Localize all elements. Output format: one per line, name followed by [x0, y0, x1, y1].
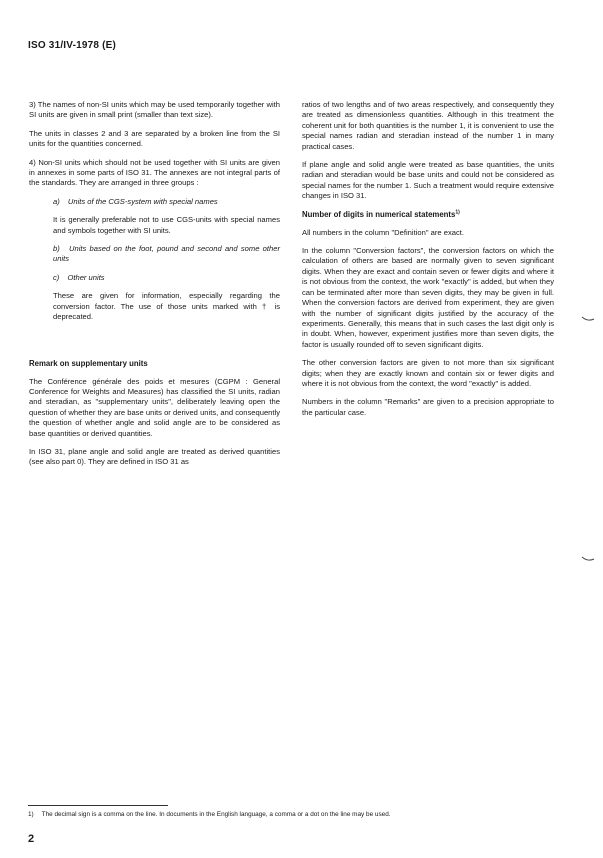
- paragraph-small-print: 3) The names of non-SI units which may be used temporarily together with SI units are given in small print (smaller than text size).: [29, 100, 280, 120]
- right-column: [302, 100, 554, 426]
- margin-mark: [581, 556, 595, 562]
- paragraph-dimensionless: ratios of two lengths and of two areas respectively, and consequently they are treated as dimensionless quantities. Although in this treatment the coherent unit for both quantities is the number 1, it is convenient to use the special names radian and steradian instead of the number 1 in many practical cases.: [302, 100, 554, 151]
- group-c-text: These are given for information, especially regarding the conversion factor. The use of those units marked with † is deprecated.: [53, 291, 280, 322]
- document-header: ISO 31/IV-1978 (E): [28, 40, 117, 51]
- footnote-number: 1): [28, 811, 34, 818]
- group-b-title: Units based on the foot, pound and second and some other units: [53, 244, 280, 264]
- remark-paragraph-cgpm: The Conférence générale des poids et mesures (CGPM : General Conference for Weights and Measures) has classified the SI units, radian and steradian, as "supplementary units", deliberately leaving open the question of whether they are base units or derived units, and consequently the question of whether angle and solid angle are to be considered as base quantities or derived quantities.: [29, 376, 280, 438]
- remark-paragraph-iso31: In ISO 31, plane angle and solid angle are treated as derived quantities (see also part 0). They are defined in ISO 31 as: [29, 446, 280, 467]
- footnote-ref: 1): [455, 209, 460, 216]
- spacer: [29, 331, 280, 359]
- group-a-item: [29, 197, 280, 207]
- footnote: [28, 810, 558, 819]
- group-c-title: Other units: [67, 272, 105, 282]
- group-a-label: a): [53, 196, 60, 206]
- group-b-item: [29, 244, 280, 265]
- paragraph-annexes: 4) Non-SI units which should not be used together with SI units are given in annexes in some parts of ISO 31. The annexes are not integral parts of the standards. They are arranged in three groups :: [29, 157, 280, 188]
- digits-heading: [302, 210, 554, 220]
- group-c-label: c): [53, 272, 60, 282]
- footnote-text: The decimal sign is a comma on the line. In documents in the English language, a comma or a dot on the line may be used.: [41, 811, 391, 818]
- paragraph-conversion-factors: In the column "Conversion factors", the conversion factors on which the calculation of others are based are normally given to seven significant digits. When they are exact and contain seven or fewer digits and where it is not obvious from the context, the work "exactly" is added, but when they can be terminated after more than seven digits, they may be given in full. When the conversion factors are derived from experiment, they are given with the number of significant digits justified by the accuracy of the experiments. Generally, this means that in such cases the last digit only is in doubt. When, however, experiment justifies more than seven digits, the factor is usually rounded off to seven significant digits.: [302, 246, 554, 349]
- remark-heading: Remark on supplementary units: [29, 358, 148, 368]
- margin-mark: [581, 316, 595, 322]
- group-b-label: b): [53, 244, 60, 254]
- group-a-title: Units of the CGS-system with special names: [67, 196, 218, 206]
- paragraph-remarks-precision: Numbers in the column "Remarks" are given to a precision appropriate to the particular case.: [302, 397, 554, 417]
- paragraph-base-quantities: If plane angle and solid angle were treated as base quantities, the units radian and steradian would be base units and could not be considered as special names for the number 1. Such a treatment would require extensive changes in ISO 31.: [302, 160, 554, 201]
- footnote-divider: [28, 805, 168, 806]
- left-column: [29, 100, 280, 476]
- digits-heading-text: Number of digits in numerical statements: [302, 209, 456, 219]
- paragraph-other-factors: The other conversion factors are given to not more than six significant digits; when they are exactly known and contain six or fewer digits and where it is not obvious from the context, the word "exactly" is added.: [302, 358, 554, 388]
- group-c-item: [29, 273, 280, 283]
- paragraph-definition-exact: All numbers in the column "Definition" are exact.: [302, 227, 464, 237]
- group-a-text: It is generally preferable not to use CGS-units with special names and symbols together with SI units.: [53, 215, 280, 235]
- page-number: 2: [28, 833, 35, 845]
- paragraph-broken-line: The units in classes 2 and 3 are separated by a broken line from the SI units for the quantities concerned.: [29, 128, 280, 149]
